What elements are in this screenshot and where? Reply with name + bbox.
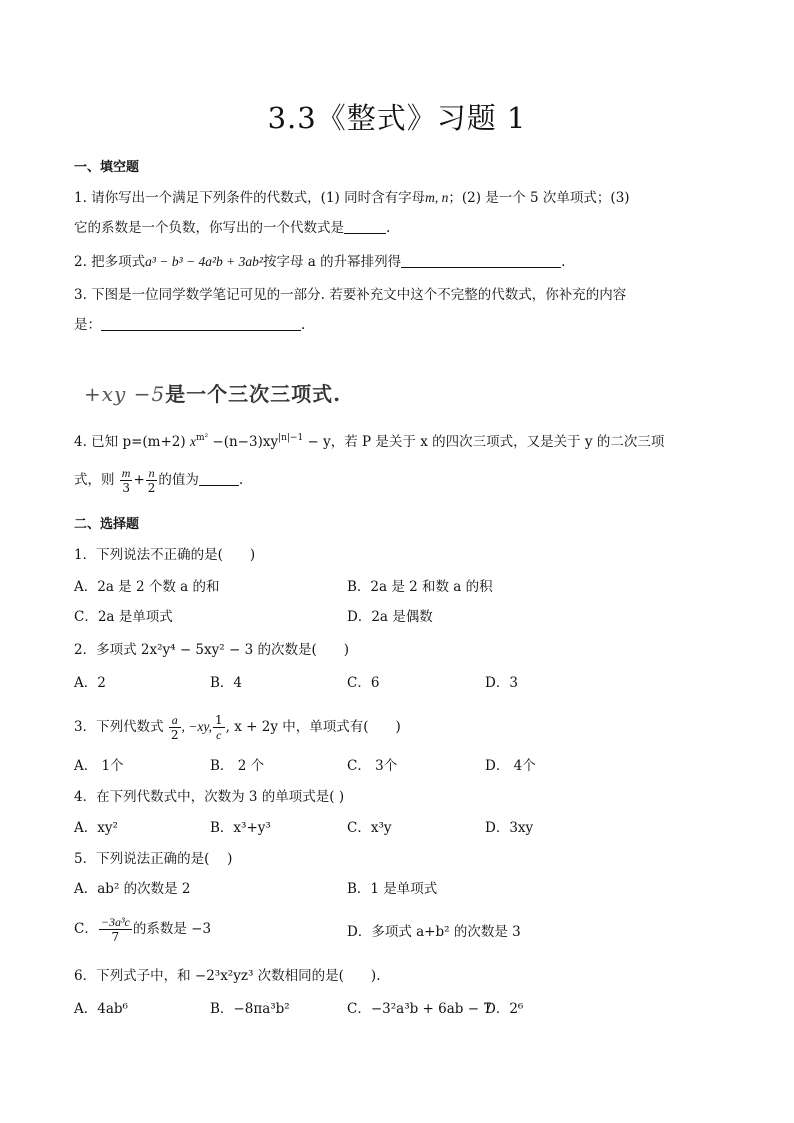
c1-option-c[interactable]: C．2a 是单项式 — [74, 609, 173, 625]
section-heading-fill-in: 一、填空题 — [74, 160, 140, 175]
c4-option-d[interactable]: D．3xy — [485, 820, 534, 836]
c5-fraction — [99, 915, 132, 944]
q4-exp-2: |n|−1 — [278, 433, 304, 443]
q4-frac2-num: n — [146, 466, 158, 481]
handwritten-note-image — [84, 378, 341, 407]
q4-text-b: −(n−3)xy — [212, 434, 279, 450]
handwritten-text: 是一个三次三项式. — [165, 382, 342, 406]
c6-option-d[interactable]: D．2⁶ — [485, 1001, 524, 1017]
c3-fraction-1c — [213, 713, 225, 742]
c3-frac2-num: 1 — [215, 713, 223, 727]
c5-option-b[interactable]: B．1 是单项式 — [347, 881, 438, 897]
q4-text-e: 的值为 — [158, 472, 199, 488]
q4-plus: + — [133, 472, 145, 488]
handwritten-expression: +xy −5 — [84, 382, 166, 406]
c5-option-d[interactable]: D．多项式 a+b² 的次数是 3 — [347, 924, 521, 940]
q1-text-c: 它的系数是一个负数，你写出的一个代数式是 — [74, 220, 344, 236]
c3-frac1-num: a — [169, 713, 181, 728]
q4-line1 — [74, 432, 664, 452]
c1-question: 1．下列说法不正确的是( ) — [74, 547, 256, 563]
c3-option-a[interactable]: A． 1个 — [74, 758, 124, 774]
q4-fraction-m3 — [120, 466, 133, 495]
q1-text-a: 1. 请你写出一个满足下列条件的代数式，(1) 同时含有字母 — [74, 190, 426, 206]
c6-question: 6．下列式子中，和 −2³x²yz³ 次数相同的是( ). — [74, 968, 381, 984]
c5-frac-num: −3a³c — [100, 915, 130, 929]
q4-frac2-den: 2 — [147, 481, 156, 495]
c5-frac-den: 7 — [111, 930, 120, 944]
c1-option-a[interactable]: A．2a 是 2 个数 a 的和 — [74, 579, 220, 595]
c5-option-c-text: 的系数是 −3 — [132, 921, 212, 937]
c5-question: 5．下列说法正确的是( ) — [74, 851, 233, 867]
q2-expression: a³ − b³ − 4a²b + 3ab² — [145, 254, 263, 269]
q4-var-x: x — [189, 434, 196, 449]
q1-answer-blank[interactable] — [344, 219, 386, 234]
c3-terms: , −xy, — [181, 719, 213, 734]
q4-text-a: 4. 已知 p=(m+2) — [74, 434, 186, 450]
q3-line1: 3. 下图是一位同学数学笔记可见的一部分. 若要补充文中这个不完整的代数式，你补充的内容 — [74, 287, 627, 303]
c6-option-a[interactable]: A．4ab⁶ — [74, 1001, 128, 1017]
c3-option-c[interactable]: C． 3个 — [347, 758, 398, 774]
q2-text-a: 2. 把多项式 — [74, 254, 146, 270]
q2-text-b: 按字母 a 的升幂排列得 — [262, 254, 402, 270]
q1-line1 — [74, 188, 630, 208]
q4-text-c: − y，若 P 是关于 x 的四次三项式，又是关于 y 的二次三项 — [307, 434, 665, 450]
q4-exp-1: m² — [195, 433, 209, 443]
c2-option-d[interactable]: D．3 — [485, 675, 518, 691]
c3-option-b[interactable]: B． 2 个 — [210, 758, 265, 774]
c5-option-c[interactable] — [74, 915, 211, 944]
c3-frac2-den: c — [216, 728, 222, 742]
q4-line2: 式，则 $\frac{m}{3}$ + $\frac{n}{2}$ 的值为 . — [74, 466, 244, 495]
c1-option-b[interactable]: B．2a 是 2 和数 a 的积 — [347, 579, 493, 595]
page-title: 3.3《整式》习题 1 — [267, 101, 527, 135]
c1-option-d[interactable]: D．2a 是偶数 — [347, 609, 433, 625]
q4-fraction-n2 — [146, 466, 158, 495]
q4-frac1-num: m — [121, 466, 131, 480]
q4-frac1-den: 3 — [122, 481, 130, 495]
q3-answer-blank[interactable] — [101, 316, 301, 331]
q4-text-d: 式，则 — [74, 472, 115, 488]
c2-option-b[interactable]: B．4 — [210, 675, 243, 691]
c3-frac1-den: 2 — [170, 728, 179, 742]
q2-answer-blank[interactable] — [401, 253, 561, 268]
c4-option-b[interactable]: B．x³+y³ — [210, 820, 271, 836]
q1-vars: m, n — [425, 190, 449, 205]
c4-option-c[interactable]: C．x³y — [347, 820, 392, 836]
c4-option-a[interactable]: A．xy² — [74, 820, 118, 836]
c2-option-a[interactable]: A．2 — [74, 675, 106, 691]
c3-text-b: , x + 2y 中，单项式有( ) — [225, 719, 401, 735]
c2-question: 2．多项式 2x²y⁴ − 5xy² − 3 的次数是( ) — [74, 642, 349, 658]
q2-line: 2. 把多项式a³ − b³ − 4a²b + 3ab²按字母 a 的升幂排列得 . — [74, 254, 566, 270]
c2-option-c[interactable]: C．6 — [347, 675, 380, 691]
c3-text-a: 3．下列代数式 — [74, 719, 164, 735]
c6-option-c[interactable]: C．−3²a³b + 6ab − 7 — [347, 1001, 492, 1017]
section-heading-choice: 二、选择题 — [74, 517, 140, 532]
c3-fraction-a2 — [169, 713, 181, 742]
c3-question — [74, 713, 401, 742]
c4-question: 4．在下列代数式中，次数为 3 的单项式是( ) — [74, 789, 345, 805]
q3-text-b: 是： — [74, 317, 101, 333]
c6-option-b[interactable]: B．−8πa³b² — [210, 1001, 290, 1017]
c5-option-c-label: C． — [74, 921, 98, 937]
q3-line2: 是： . — [74, 317, 306, 333]
q4-answer-blank[interactable] — [199, 471, 239, 486]
q1-text-b: ；(2) 是一个 5 次单项式；(3) — [448, 190, 630, 206]
c3-option-d[interactable]: D． 4个 — [485, 758, 536, 774]
q1-line2: 它的系数是一个负数，你写出的一个代数式是 . — [74, 220, 391, 236]
c5-option-a[interactable]: A．ab² 的次数是 2 — [74, 881, 191, 897]
